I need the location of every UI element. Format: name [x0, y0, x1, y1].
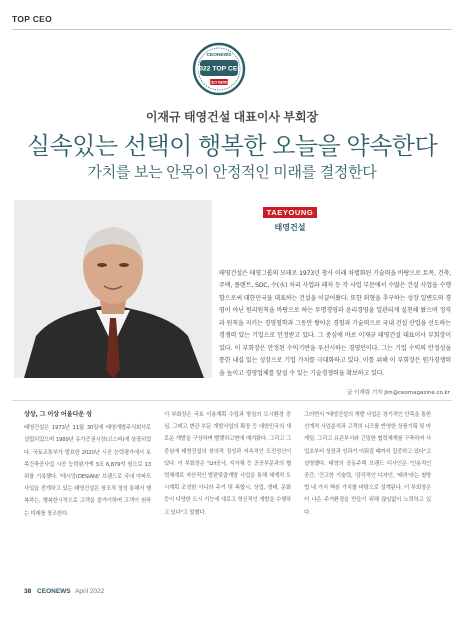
company-name: 태영건설 [274, 223, 306, 232]
column-subhead: 상상, 그 이상 어울다운 성 [24, 411, 92, 418]
section-tag: TOP CEO [12, 14, 53, 24]
intro-paragraph: 태영건설은 태영그룹의 모태로 1973년 창사 이래 차별화된 기술력을 바탕으로 토목, 건축, 주택, 플랜트, SOC, 수(水) 처리 사업과 레저 등 각 사업 부문에서 수많은 건설 사업을 수행함으로써 대한민국을 대표하는 건설을 이끌어왔다. 또한 외형을 추구하는 성장 일변도의 경영이 아닌 원리원칙을 바탕으로 하는 투명경영과 윤리경영을 일관되게 실천해 왔으며 정직과 원칙을 지키는 경영철학과 그동안 쌓아온 경험과 기술력으로 국내 건설 산업을 선도하는 경쟁력 있는 기업으로 인정받고 있다. 그 중심에 바로 이재규 태영건설 대표이사 부회장이 있다. 이 부회장은 안정된 수익기반을 우선시하는 경영인이다. 그는 기업 수익의 안정성을 통한 내실 있는 성장으로 기업 가치를 극대화하고 있다. 이를 위해 이 부회장은 원가경쟁력을 높이고 경영업체를 앞설 수 있는 기술경쟁력을 확보하고 있다. [219, 270, 451, 377]
badge-bottom-text: CEO NEWS [209, 80, 229, 85]
badge-main-text: 2022 TOP CEO [195, 65, 243, 73]
page-footer [24, 588, 104, 595]
page-number: 38 [24, 588, 32, 595]
byline: 글 이재림 기자 jlm@ceomagazine.co.kr [347, 390, 450, 396]
column-text: 그러면서 "태영건설의 개발 사업은 장기적인 안목을 통한 선계적 사업분석과 고객의 니즈를 반영한 상품기획 및 마케팅, 그리고 유관부서와 긴밀한 협력체계를 구축하여 사업초부터 성장과 성과가 이뤄질 때까지 집중하고 있다"고 설명했다. 태영의 공동주택 브랜드 디사인은 '인용적인 공간, '건고한 기술력, '감각적인 디자인, '배려'라는 철방법 네 가지 핵심 가치를 바탕으로 설계된다. 이 부회장은 더 나은 주거환경을 만들기 위해 끊임없이 노력하고 있다. [304, 412, 431, 516]
company-brand-logo: TAEYOUNG [263, 207, 317, 218]
subheadline: 가치를 보는 안목이 안정적인 미래를 결정한다 [87, 164, 377, 181]
headline: 실속있는 선택이 행복한 오늘을 약속한다 [26, 133, 438, 160]
ceo-portrait-photo [14, 200, 212, 378]
body-column-2 [164, 409, 291, 519]
body-column-3 [304, 409, 431, 519]
top-ceo-badge [192, 42, 246, 96]
executive-title: 이재규 태영건설 대표이사 부회장 [145, 110, 319, 124]
body-column-1 [24, 409, 151, 520]
column-text: 태영건설은 1973년 11월 30일에 태영개발주식회사로 설립되었으며 1989년 유가증권시장(코스피)에 상장되었다. 국토교통부가 발표한 2020년 시공 능력평가에서 토목건축공사업 시공 능력평가액 3조 6,879억 원으로 13위를 기록했다. '데시앙(DESIAN)' 브랜드로 국내 아파트 사업을 전개하고 있는 태영건설은 창조적 정성 통해서 행복하는, 행복한시작으로 고객을 즐거이하며 고객이 원하는 미래를 창조한다. [24, 425, 151, 517]
issue-date: April 2022 [75, 588, 105, 595]
magazine-name: CEONEWS [37, 588, 71, 595]
badge-top-text: CEONEWS [206, 53, 232, 58]
header-divider [12, 29, 452, 30]
column-text: 이 부회장은 국토 이용계획 수립과 방침의 도시환경 중심, 그레고 변관 부문 개발사업의 확장 등 대한민국의 새로운 개발을 구상하며 빨랫하고현에 매겨왔다. 그리고 그 중심에 태영건설의 창의적 정성과 지속적인 도전정신이 있다. 이 부회장은 "LH공사, 지자체 등 공공부문과의 협력체계로 자산적인 발판맞춤개발 사업을 통해 체계적 도시계획 조성한 아니라 주거 및 복합시, 상업, 생태, 문화 등이 다양한 도시 기능에 새로고 혁신적인 개발을 수행하고 있다"고 말했다. [164, 412, 291, 516]
body-divider [12, 400, 452, 401]
